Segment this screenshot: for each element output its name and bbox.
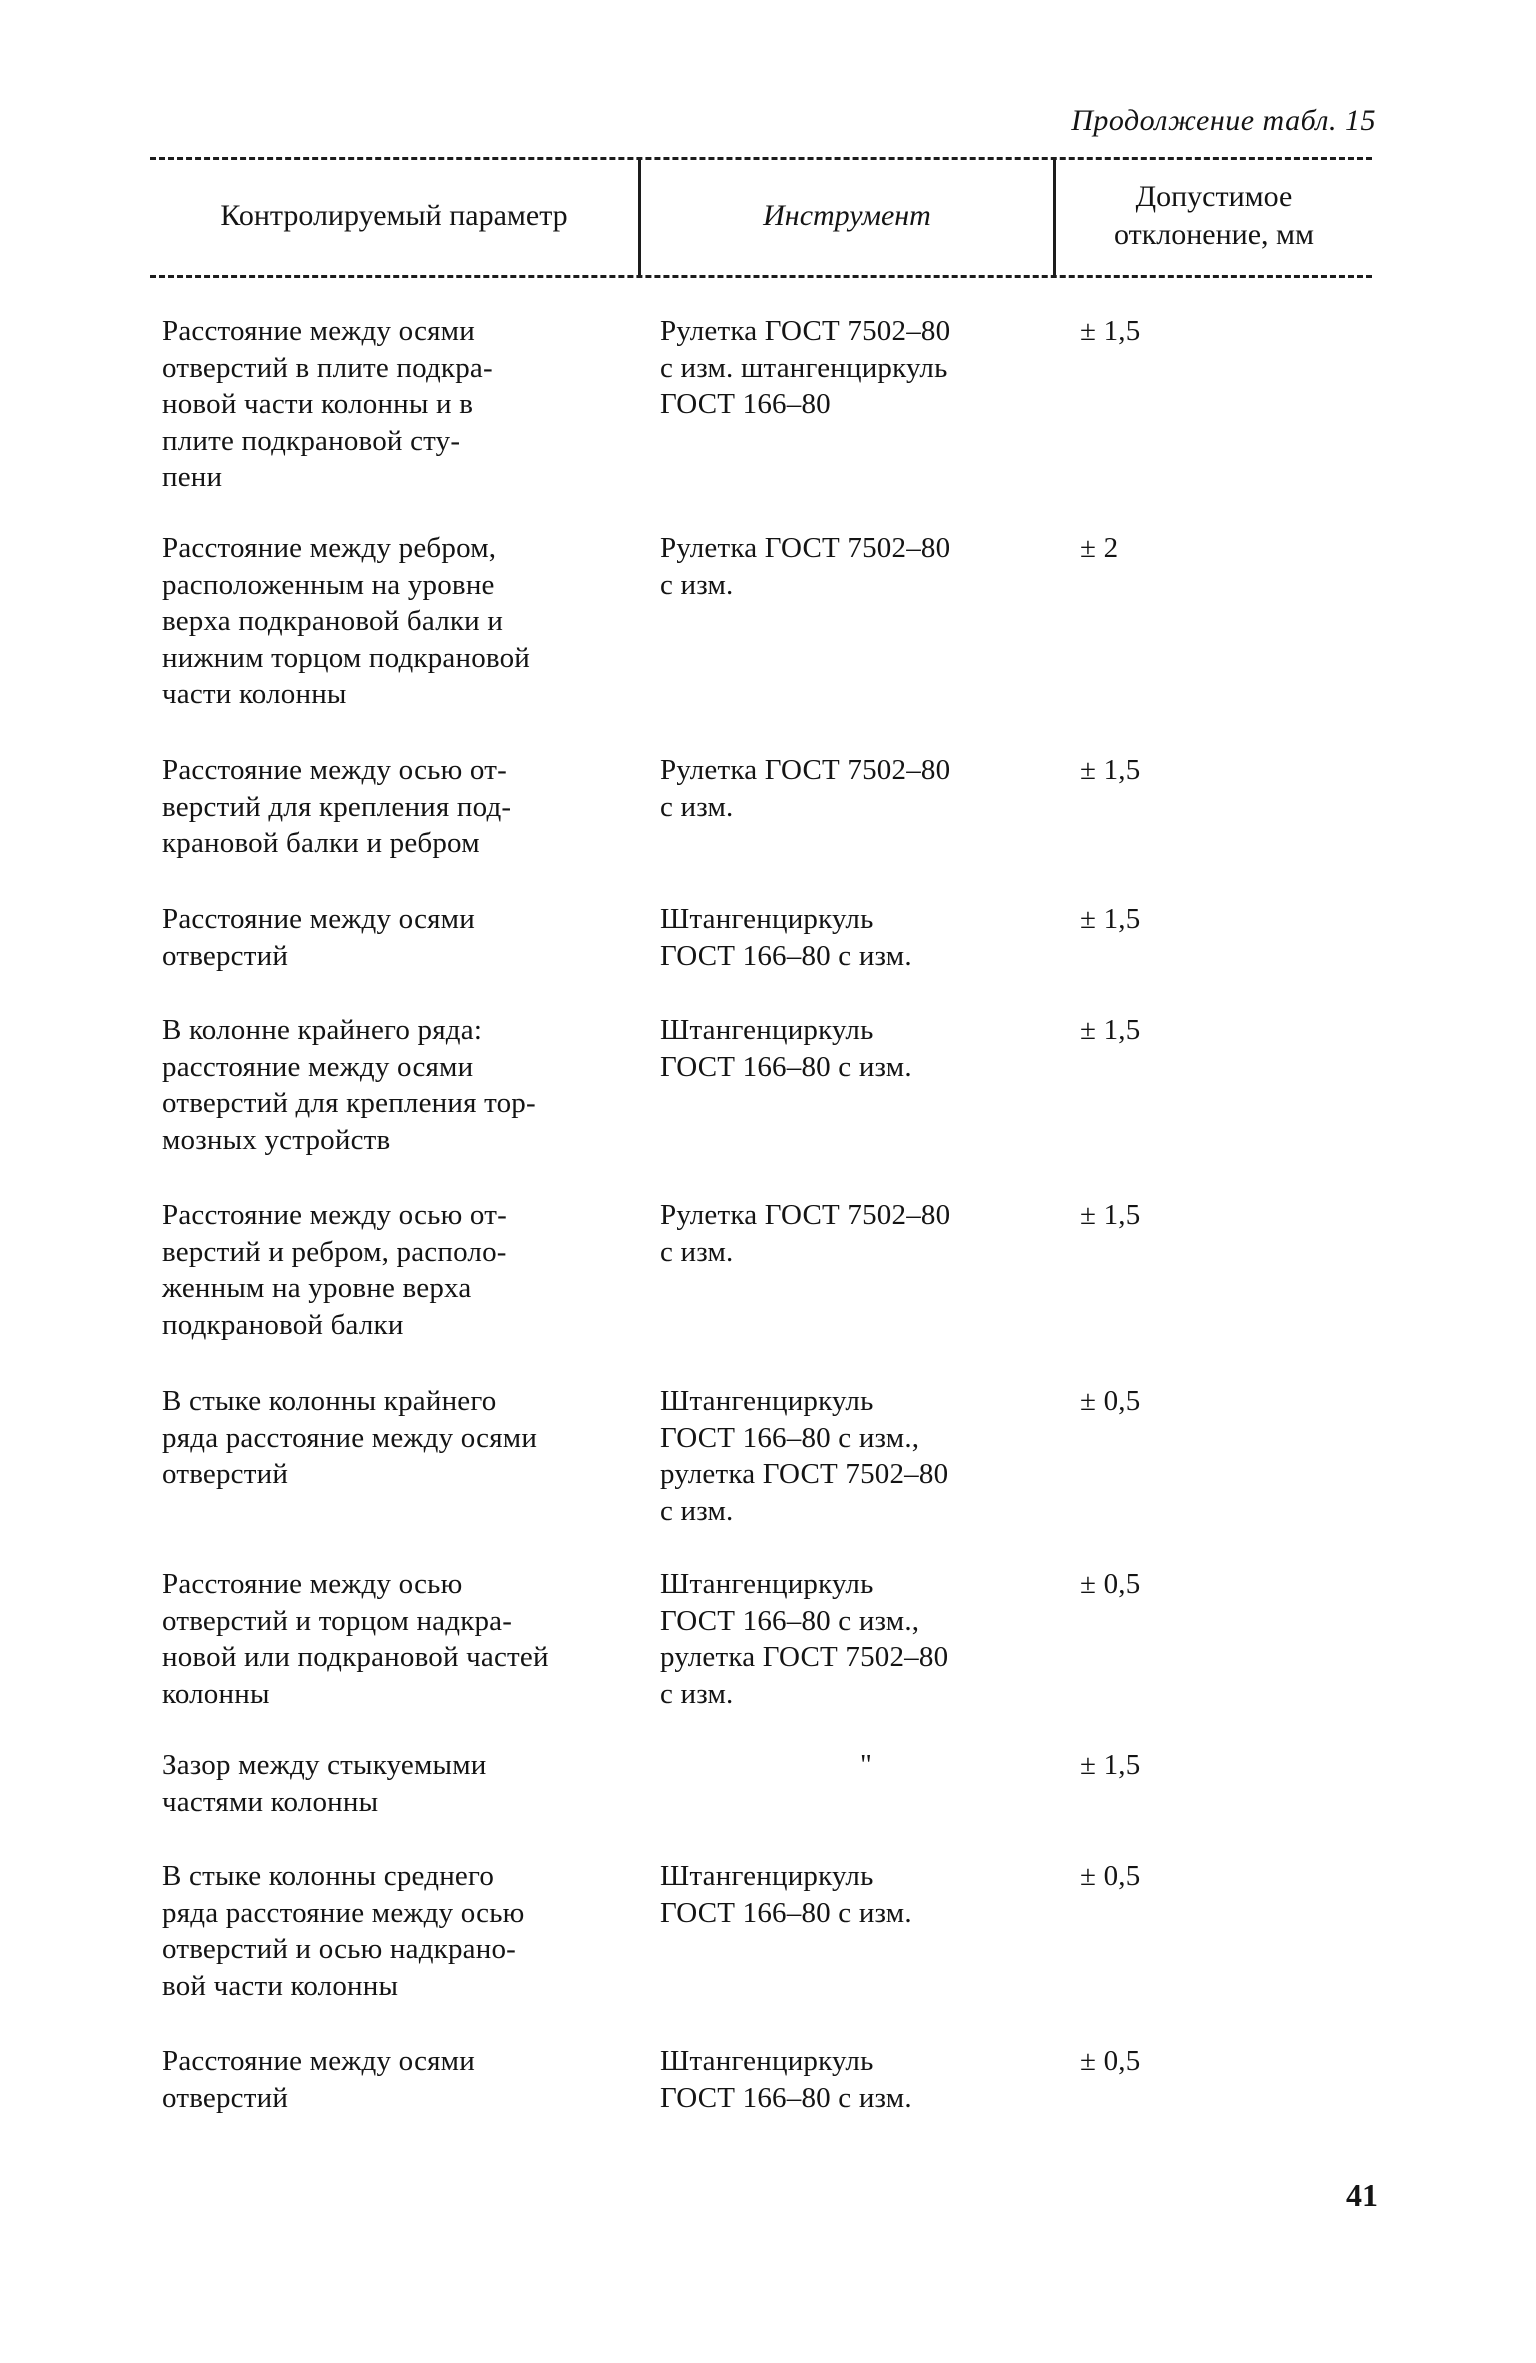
instrument-cell: Штангенциркуль ГОСТ 166–80 с изм.	[660, 1014, 912, 1083]
parameter-cell: Зазор между стыкуемыми частями колонны	[162, 1749, 487, 1818]
table-continuation-caption: Продолжение табл. 15	[1071, 104, 1376, 137]
tolerance-cell: ± 0,5	[1080, 2045, 1141, 2077]
instrument-cell: Штангенциркуль ГОСТ 166–80 с изм.	[660, 2045, 912, 2114]
tolerance-cell: ± 1,5	[1080, 754, 1141, 786]
tolerance-cell: ± 0,5	[1080, 1385, 1141, 1417]
tolerance-cell: ± 1,5	[1080, 315, 1141, 347]
instrument-cell: Рулетка ГОСТ 7502–80 с изм. штангенциркуль ГОСТ 166–80	[660, 315, 951, 420]
instrument-cell: Рулетка ГОСТ 7502–80 с изм.	[660, 1199, 951, 1268]
parameter-cell: Расстояние между ребром, расположенным на уровне верха подкрановой балки и нижним торцом подкрановой части колонны	[162, 532, 531, 710]
column-header-instrument-label: Инструмент	[763, 199, 931, 232]
parameter-cell: В колонне крайнего ряда: расстояние между осями отверстий для крепления тор- мозных устройств	[162, 1014, 536, 1156]
instrument-cell: Штангенциркуль ГОСТ 166–80 с изм.	[660, 1860, 912, 1929]
instrument-ditto-mark: "	[860, 1749, 873, 1781]
instrument-cell: Рулетка ГОСТ 7502–80 с изм.	[660, 754, 951, 823]
tolerance-cell: ± 0,5	[1080, 1568, 1141, 1600]
column-header-tolerance-label: Допустимое отклонение, мм	[1113, 180, 1315, 251]
tolerance-cell: ± 0,5	[1080, 1860, 1141, 1892]
parameter-cell: В стыке колонны среднего ряда расстояние между осью отверстий и осью надкрано- вой части колонны	[162, 1860, 525, 2002]
parameter-cell: В стыке колонны крайнего ряда расстояние между осями отверстий	[162, 1385, 538, 1490]
instrument-cell: Штангенциркуль ГОСТ 166–80 с изм., рулетка ГОСТ 7502–80 с изм.	[660, 1568, 949, 1710]
instrument-cell: Штангенциркуль ГОСТ 166–80 с изм., рулетка ГОСТ 7502–80 с изм.	[660, 1385, 949, 1527]
instrument-cell: Рулетка ГОСТ 7502–80 с изм.	[660, 532, 951, 601]
parameter-cell: Расстояние между осями отверстий	[162, 2045, 475, 2114]
instrument-cell: Штангенциркуль ГОСТ 166–80 с изм.	[660, 903, 912, 972]
tolerance-cell: ± 2	[1080, 532, 1119, 564]
page-number: 41	[1346, 2177, 1378, 2213]
parameter-cell: Расстояние между осью от- верстий и ребром, располо- женным на уровне верха подкрановой балки	[162, 1199, 507, 1341]
parameter-cell: Расстояние между осями отверстий в плите подкра- новой части колонны и в плите подкрановой сту- пени	[162, 315, 493, 493]
parameter-cell: Расстояние между осью от- верстий для крепления под- крановой балки и ребром	[162, 754, 512, 859]
tolerance-cell: ± 1,5	[1080, 1199, 1141, 1231]
tolerance-cell: ± 1,5	[1080, 1749, 1141, 1781]
parameter-cell: Расстояние между осями отверстий	[162, 903, 475, 972]
column-header-parameter-label: Контролируемый параметр	[220, 199, 568, 232]
tolerance-cell: ± 1,5	[1080, 903, 1141, 935]
tolerance-cell: ± 1,5	[1080, 1014, 1141, 1046]
parameter-cell: Расстояние между осью отверстий и торцом надкра- новой или подкрановой частей колонны	[162, 1568, 549, 1710]
